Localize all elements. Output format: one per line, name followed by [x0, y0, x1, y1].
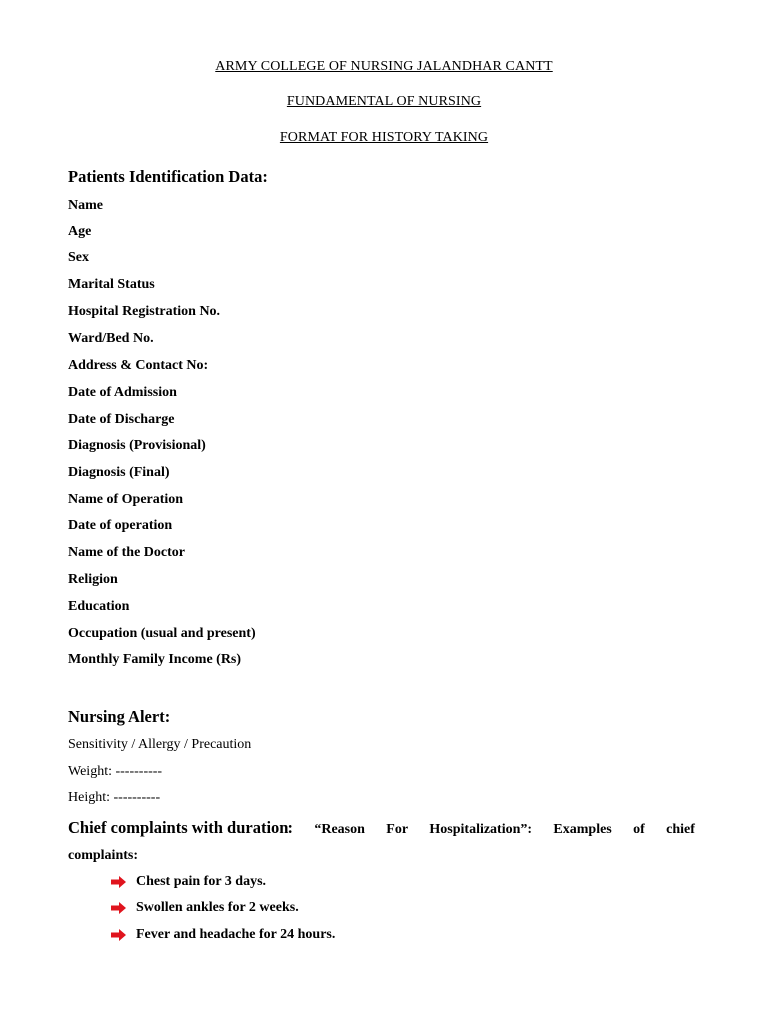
intro-word: Hospitalization”: — [429, 822, 533, 837]
field-education: Education — [68, 599, 130, 614]
nursing-alert-heading: Nursing Alert: — [68, 707, 171, 726]
field-monthly-income: Monthly Family Income (Rs) — [68, 652, 242, 667]
field-date-of-operation: Date of operation — [68, 518, 173, 533]
field-diagnosis-final: Diagnosis (Final) — [68, 465, 170, 480]
red-arrow-icon — [111, 902, 127, 914]
field-name: Name — [68, 198, 103, 213]
field-address-contact: Address & Contact No: — [68, 358, 209, 373]
complaint-example: Chest pain for 3 days. — [111, 874, 266, 890]
field-diagnosis-provisional: Diagnosis (Provisional) — [68, 438, 206, 453]
field-date-of-admission: Date of Admission — [68, 385, 177, 400]
complaint-example: Swollen ankles for 2 weeks. — [111, 900, 299, 916]
field-occupation: Occupation (usual and present) — [68, 626, 256, 641]
intro-word: : — [287, 818, 293, 837]
intro-word: Examples — [553, 822, 612, 837]
intro-word: For — [386, 822, 409, 837]
field-hospital-registration: Hospital Registration No. — [68, 304, 221, 319]
intro-word: chief — [666, 822, 695, 837]
field-date-of-discharge: Date of Discharge — [68, 412, 175, 427]
field-religion: Religion — [68, 572, 118, 587]
chief-complaints-line — [68, 818, 695, 838]
field-sex: Sex — [68, 250, 89, 265]
alert-weight: Weight: ---------- — [68, 764, 163, 779]
chief-complaints-heading: Chief complaints with duration: — [68, 818, 293, 837]
intro-word: of — [633, 822, 645, 837]
college-title: ARMY COLLEGE OF NURSING JALANDHAR CANTT — [215, 59, 553, 74]
complaint-example: Fever and headache for 24 hours. — [111, 927, 335, 943]
field-ward-bed: Ward/Bed No. — [68, 331, 154, 346]
field-age: Age — [68, 224, 92, 239]
field-name-of-doctor: Name of the Doctor — [68, 545, 186, 560]
alert-height: Height: ---------- — [68, 790, 161, 805]
alert-sensitivity: Sensitivity / Allergy / Precaution — [68, 737, 252, 752]
red-arrow-icon — [111, 929, 127, 941]
subject-title: FUNDAMENTAL OF NURSING — [286, 94, 482, 109]
intro-word: “Reason — [314, 822, 365, 837]
field-marital-status: Marital Status — [68, 277, 155, 292]
red-arrow-icon — [111, 876, 127, 888]
field-name-of-operation: Name of Operation — [68, 492, 184, 507]
chief-complaints-continuation: complaints: — [68, 848, 138, 863]
format-title: FORMAT FOR HISTORY TAKING — [279, 130, 489, 145]
identification-heading: Patients Identification Data: — [68, 167, 268, 186]
